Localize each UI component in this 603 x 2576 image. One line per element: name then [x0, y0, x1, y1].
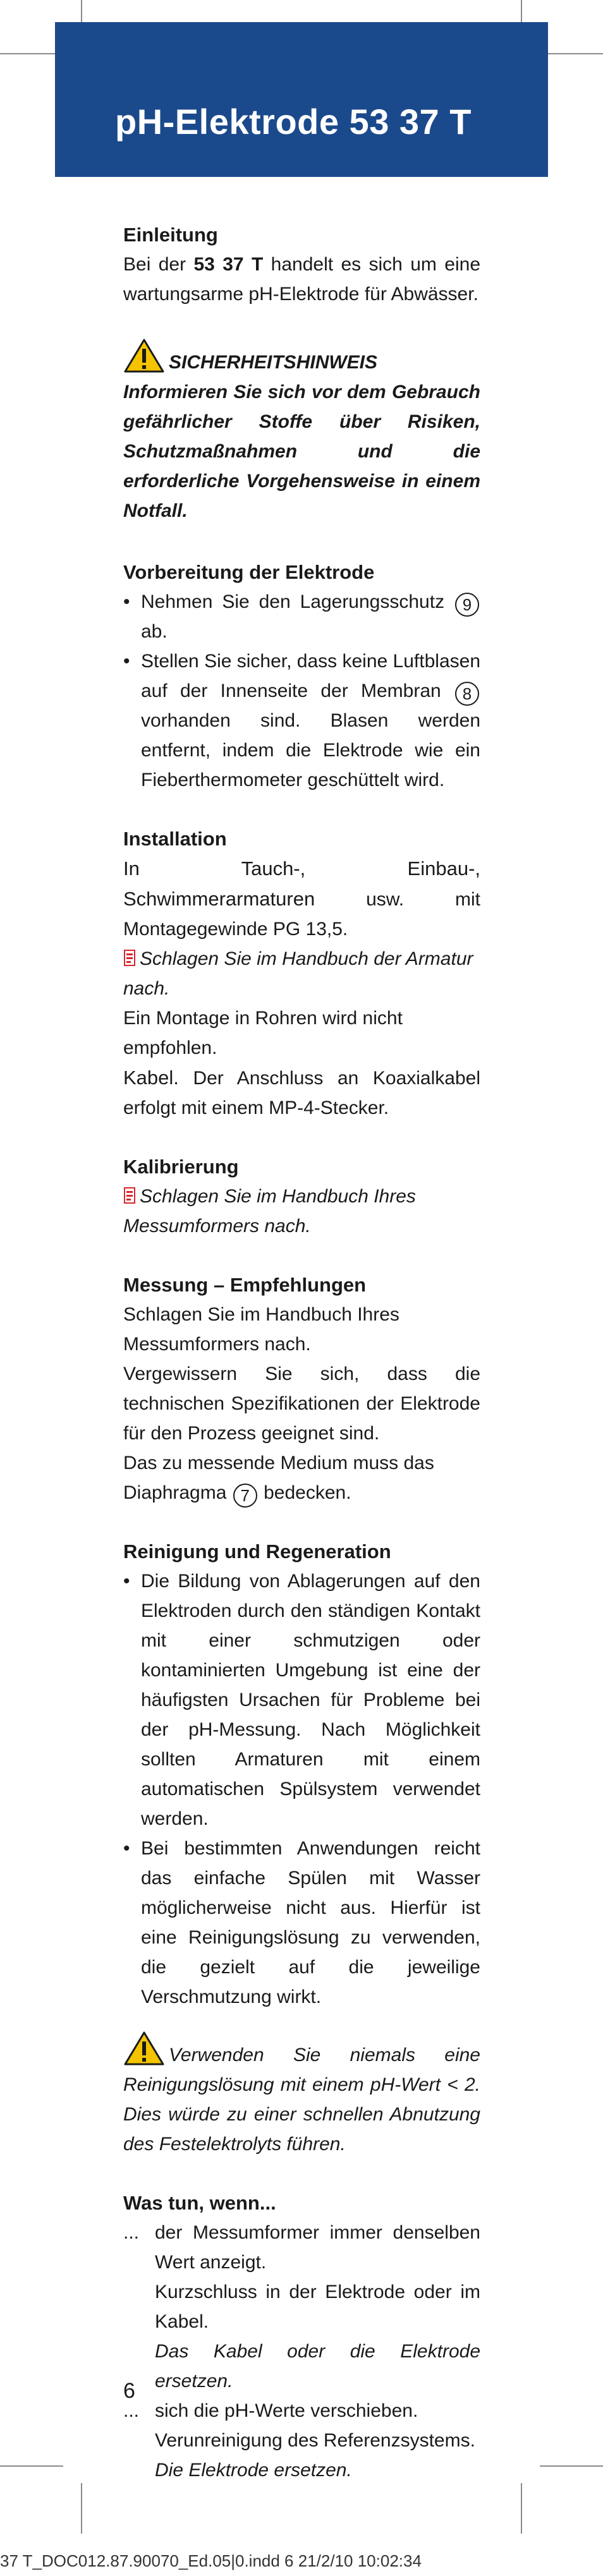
section-cleaning — [123, 1537, 480, 2159]
calibration-reference — [123, 1182, 480, 1241]
document-body — [123, 220, 480, 2514]
list-text: Nehmen Sie den Lagerungsschutz — [141, 591, 454, 612]
ellipsis-marker: ... — [123, 2222, 140, 2243]
callout-number: 8 — [455, 682, 479, 706]
page-title: pH-Elektrode 53 37 T — [115, 102, 472, 142]
measurement-text-part: Das zu messende Medium muss das Diaphragma — [123, 1453, 434, 1503]
section-preparation — [123, 557, 480, 795]
section-heading: Kalibrierung — [123, 1156, 239, 1178]
installation-reference — [123, 944, 480, 1003]
warning-triangle-icon — [123, 2031, 165, 2066]
warning-triangle-icon — [123, 338, 165, 373]
crop-mark — [81, 2483, 82, 2534]
intro-text-part: handelt es sich um eine wartungsarme pH-Elektrode für Abwässer. — [123, 254, 480, 305]
safety-label: SICHERHEITSHINWEIS — [169, 352, 378, 373]
measurement-text-part: bedecken. — [258, 1482, 351, 1503]
list-item — [123, 646, 480, 795]
manual-reference-icon — [123, 1187, 136, 1204]
cable-lead: Kabel. — [123, 1067, 179, 1089]
measurement-text — [123, 1448, 480, 1508]
intro-text-part: Bei der — [123, 254, 194, 275]
section-heading: Reinigung und Regeneration — [123, 1540, 391, 1563]
trouble-fix: Die Elektrode ersetzen. — [155, 2460, 352, 2481]
print-slug: 37 T_DOC012.87.90070_Ed.05|0.indd 6 21/2/10 10:02:34 — [0, 2551, 422, 2570]
reference-text: Schlagen Sie im Handbuch Ihres Messumformers nach. — [123, 1186, 416, 1237]
list-item: • Die Bildung von Ablagerungen auf den Elektroden durch den ständigen Kontakt mit einer schmutzigen oder kontaminierten Umgebung ist eine der häufigsten Ursachen für Probleme bei der pH-Messung. Nach Möglichkeit sollten Armaturen mit einem automatischen Spülsystem verwendet werden. — [123, 1566, 480, 1834]
page-number: 6 — [123, 2379, 135, 2403]
section-heading: Messung – Empfehlungen — [123, 1274, 367, 1296]
section-measurement — [123, 1270, 480, 1508]
trouble-cause: Kurzschluss in der Elektrode oder im Kabel. — [155, 2282, 480, 2332]
section-heading: Einleitung — [123, 224, 218, 246]
list-text: Stellen Sie sicher, dass keine Luftblasen auf der Innenseite der Membran — [141, 651, 480, 701]
cable-text: Der Anschluss an Koaxialkabel erfolgt mit einem MP-4-Stecker. — [123, 1068, 480, 1118]
trouble-fix: Das Kabel oder die Elektrode ersetzen. — [155, 2341, 480, 2392]
ellipsis-marker: ... — [123, 2400, 140, 2421]
crop-mark — [0, 2465, 63, 2467]
section-heading: Was tun, wenn... — [123, 2192, 276, 2214]
installation-lead: In Tauch-, Einbau-, Schwimmerarmaturen — [123, 857, 480, 910]
section-calibration — [123, 1152, 480, 1241]
crop-mark — [540, 53, 603, 54]
installation-text — [123, 854, 480, 944]
callout-number: 9 — [455, 593, 479, 617]
installation-rest: usw. mit Montagegewinde PG 13,5. — [123, 889, 480, 940]
reference-text: Schlagen Sie im Handbuch der Armatur nach. — [123, 948, 473, 999]
crop-mark — [540, 2465, 603, 2467]
section-heading: Installation — [123, 828, 227, 850]
section-troubleshooting — [123, 2188, 480, 2485]
safety-text: Informieren Sie sich vor dem Gebrauch gefährlicher Stoffe über Risiken, Schutzmaßnahmen und die erforderliche Vorgehensweise in einem Notfall. — [123, 382, 480, 521]
trouble-condition: der Messumformer immer denselben Wert anzeigt. — [155, 2222, 480, 2273]
trouble-cause: Verunreinigung des Referenzsystems. — [155, 2430, 475, 2451]
measurement-text: Schlagen Sie im Handbuch Ihres Messumformers nach. — [123, 1304, 399, 1355]
crop-mark — [0, 53, 63, 54]
section-safety — [123, 338, 480, 526]
list-item — [123, 587, 480, 646]
trouble-case — [123, 2396, 480, 2485]
section-heading: Vorbereitung der Elektrode — [123, 561, 375, 583]
trouble-case — [123, 2218, 480, 2396]
callout-number: 7 — [233, 1484, 257, 1508]
model-number: 53 37 T — [193, 254, 264, 275]
list-item: • Bei bestimmten Anwendungen reicht das einfache Spülen mit Wasser möglicherweise nicht aus. Hierfür ist eine Reinigungslösung zu verwenden, die gezielt auf die jeweilige Verschmutzung wirkt. — [123, 1834, 480, 2012]
cable-note — [123, 1063, 480, 1123]
installation-pipe-note: Ein Montage in Rohren wird nicht empfohlen. — [123, 1008, 403, 1058]
list-text: vorhanden sind. Blasen werden entfernt, indem die Elektrode wie ein Fieberthermometer geschüttelt wird. — [141, 710, 480, 790]
measurement-text: Vergewissern Sie sich, dass die technischen Spezifikationen der Elektrode für den Prozess geeignet sind. — [123, 1364, 480, 1444]
preparation-list — [123, 587, 480, 795]
cleaning-warning — [123, 2031, 480, 2159]
safety-label-line — [123, 338, 480, 377]
list-text: ab. — [141, 621, 168, 642]
warning-text: Verwenden Sie niemals eine Reinigungslösung mit einem pH-Wert < 2. Dies würde zu einer schnellen Abnutzung des Festelektrolyts führen. — [123, 2045, 480, 2155]
trouble-condition: sich die pH-Werte verschieben. — [155, 2400, 418, 2421]
section-installation — [123, 824, 480, 1123]
manual-reference-icon — [123, 949, 136, 967]
crop-mark — [521, 2483, 522, 2534]
cleaning-list — [123, 1566, 480, 2012]
section-intro — [123, 220, 480, 309]
title-banner — [55, 22, 548, 177]
intro-text — [123, 250, 480, 309]
